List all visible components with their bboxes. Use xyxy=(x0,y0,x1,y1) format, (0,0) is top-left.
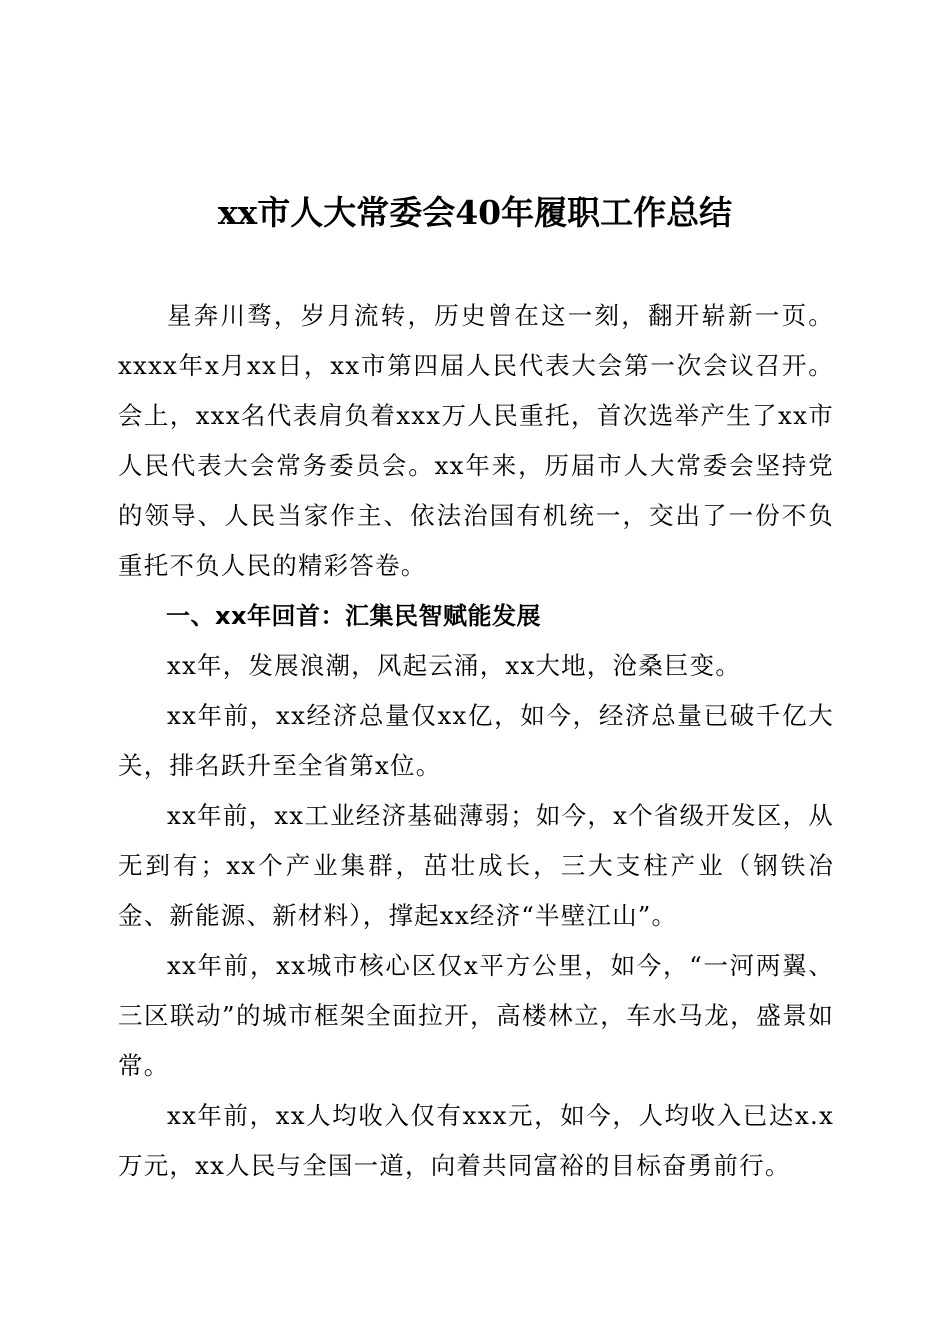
body-paragraph: xx年前，xx工业经济基础薄弱；如今，x个省级开发区，从无到有；xx个产业集群，茁壮成长，三大支柱产业（钢铁冶金、新能源、新材料），撑起xx经济“半壁江山”。 xyxy=(118,801,834,930)
intro-paragraph: 星奔川骛，岁月流转，历史曾在这一刻，翻开崭新一页。xxxx年x月xx日，xx市第四届人民代表大会第一次会议召开。会上，xxx名代表肩负着xxx万人民重托，首次选举产生了xx市人民代表大会常务委员会。xx年来，历届市人大常委会坚持党的领导、人民当家作主、依法治国有机统一，交出了一份不负重托不负人民的精彩答卷。 xyxy=(118,301,834,580)
body-paragraph: xx年前，xx人均收入仅有xxx元，如今，人均收入已达x.x万元，xx人民与全国一道，向着共同富裕的目标奋勇前行。 xyxy=(118,1101,834,1180)
document-body xyxy=(118,291,834,1191)
body-paragraph: xx年，发展浪潮，风起云涌，xx大地，沧桑巨变。 xyxy=(167,651,742,680)
body-paragraph: xx年前，xx城市核心区仅x平方公里，如今，“一河两翼、三区联动”的城市框架全面拉开，高楼林立，车水马龙，盛景如常。 xyxy=(118,951,834,1080)
document-title: xx市人大常委会40年履职工作总结 xyxy=(217,193,733,232)
section-heading: 一、xx年回首：汇集民智赋能发展 xyxy=(166,602,541,630)
body-paragraph: xx年前，xx经济总量仅xx亿，如今，经济总量已破千亿大关，排名跃升至全省第x位。 xyxy=(118,701,834,780)
